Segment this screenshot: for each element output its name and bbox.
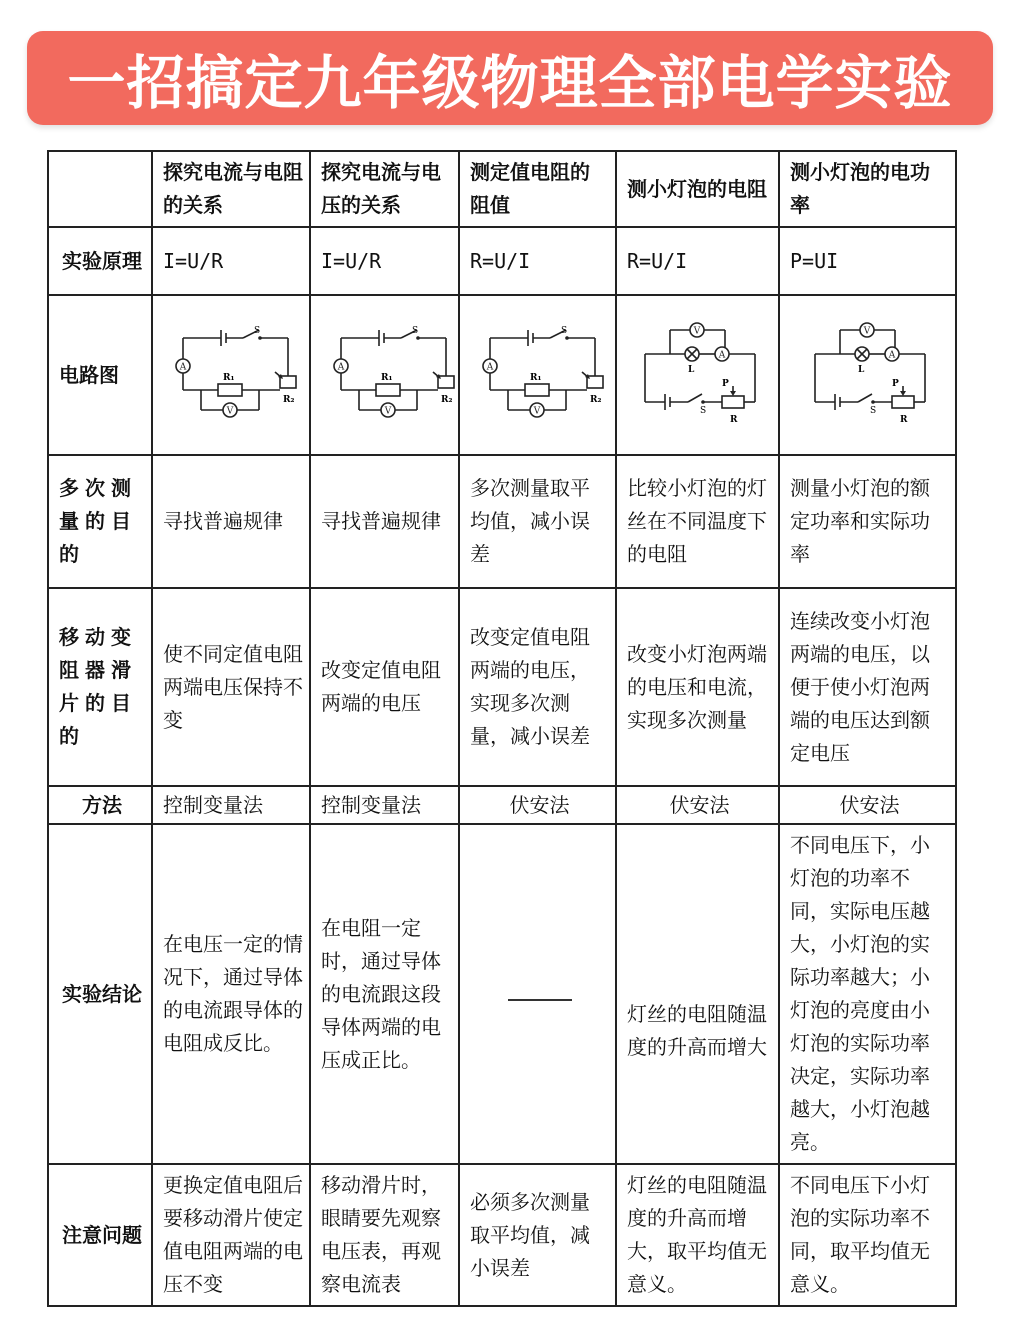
purpose-multi-row [48,455,956,588]
svg-text:A: A [718,350,725,361]
circuit-diagram-5 [779,295,956,455]
method-cell: 伏安法 [459,786,616,824]
svg-text:S: S [699,406,706,416]
svg-text:V: V [863,326,870,337]
svg-text:R₂: R₂ [283,395,295,405]
purpose-multi-cell: 比较小灯泡的灯丝在不同温度下的电阻 [616,455,779,588]
svg-text:L: L [857,365,864,375]
ammeter-icon [715,347,729,361]
ammeter-icon [885,347,899,361]
svg-text:R₂: R₂ [590,395,602,405]
purpose-multi-cell: 测量小灯泡的额定功率和实际功率 [779,455,956,588]
col-header-lamp-resistance: 测小灯泡的电阻 [616,151,779,227]
purpose-slider-cell: 改变定值电阻两端的电压 [310,588,459,786]
page-title: 一招搞定九年级物理全部电学实验 [67,49,953,117]
col-header-current-resistance: 探究电流与电阻的关系 [152,151,310,227]
svg-text:V: V [226,406,234,417]
row-label-purpose-multi: 多次测量的目的 [48,455,152,588]
principle-cell: R=U/I [459,227,616,295]
switch-label: S [254,326,261,336]
circuit-row [48,295,956,455]
conclusion-row [48,824,956,1164]
voltmeter-icon [690,323,704,337]
svg-text:R₁: R₁ [223,373,235,383]
principle-cell: I=U/R [310,227,459,295]
rheostat-icon [892,396,914,408]
resistor-icon [376,384,400,396]
principle-cell: P=UI [779,227,956,295]
row-label-method: 方法 [48,786,152,824]
svg-text:A: A [486,362,494,373]
row-label-notes: 注意问题 [48,1164,152,1306]
purpose-multi-cell: 寻找普遍规律 [152,455,310,588]
conclusion-cell: 在电压一定的情况下，通过导体的电流跟导体的电阻成反比。 [152,824,310,1164]
method-row [48,786,956,824]
col-header-current-voltage: 探究电流与电压的关系 [310,151,459,227]
svg-text:R: R [729,415,737,425]
row-label-principle: 实验原理 [48,227,152,295]
voltmeter-icon [530,403,544,417]
purpose-slider-cell: 改变定值电阻两端的电压，实现多次测量，减小误差 [459,588,616,786]
purpose-slider-cell: 改变小灯泡两端的电压和电流，实现多次测量 [616,588,779,786]
svg-text:L: L [687,365,694,375]
svg-text:V: V [693,326,700,337]
method-cell: 控制变量法 [310,786,459,824]
conclusion-cell: 灯丝的电阻随温度的升高而增大 [616,824,779,1164]
svg-text:A: A [337,362,345,373]
circuit-diagram-3 [459,295,616,455]
notes-row [48,1164,956,1306]
circuit-diagram-1 [152,295,310,455]
lamp-icon [685,347,699,361]
svg-text:P: P [891,379,899,389]
svg-text:A: A [888,350,895,361]
svg-text:A: A [179,362,187,373]
row-label-purpose-slider: 移动变阻器滑片的目的 [48,588,152,786]
purpose-slider-cell: 连续改变小灯泡两端的电压，以便于使小灯泡两端的电压达到额定电压 [779,588,956,786]
ammeter-icon [176,359,190,373]
notes-cell: 必须多次测量取平均值，减小误差 [459,1164,616,1306]
ammeter-icon [483,359,497,373]
method-cell: 伏安法 [779,786,956,824]
resistor-icon [218,384,242,396]
conclusion-empty-cell [459,824,616,1164]
voltmeter-icon [381,403,395,417]
svg-text:R: R [899,415,907,425]
method-cell: 伏安法 [616,786,779,824]
empty-dash [508,999,572,1001]
voltmeter-icon [860,323,874,337]
row-label-circuit: 电路图 [48,295,152,455]
svg-text:R₂: R₂ [441,395,453,405]
notes-cell: 灯丝的电阻随温度的升高而增大，取平均值无意义。 [616,1164,779,1306]
svg-text:V: V [533,406,541,417]
rheostat-icon [722,396,744,408]
method-cell: 控制变量法 [152,786,310,824]
switch-label: S [412,326,419,336]
conclusion-cell: 不同电压下，小灯泡的功率不同，实际电压越大，小灯泡的实际功率越大；小灯泡的亮度由小灯泡的实际功率决定，实际功率越大，小灯泡越亮。 [779,824,956,1164]
circuit-diagram-4 [616,295,779,455]
svg-text:P: P [721,379,729,389]
svg-text:R₁: R₁ [530,373,542,383]
purpose-slider-cell: 使不同定值电阻两端电压保持不变 [152,588,310,786]
svg-text:V: V [384,406,392,417]
corner-cell [48,151,152,227]
purpose-multi-cell: 多次测量取平均值，减小误差 [459,455,616,588]
circuit-diagram-2 [310,295,459,455]
col-header-fixed-resistor: 测定值电阻的阻值 [459,151,616,227]
principle-row [48,227,956,295]
notes-cell: 不同电压下小灯泡的实际功率不同，取平均值无意义。 [779,1164,956,1306]
experiment-table [47,150,957,1307]
principle-cell: I=U/R [152,227,310,295]
notes-cell: 移动滑片时，眼睛要先观察电压表，再观察电流表 [310,1164,459,1306]
conclusion-cell: 在电阻一定时，通过导体的电流跟这段导体两端的电压成正比。 [310,824,459,1164]
col-header-lamp-power: 测小灯泡的电功率 [779,151,956,227]
purpose-multi-cell: 寻找普遍规律 [310,455,459,588]
svg-text:R₁: R₁ [381,373,393,383]
resistor-icon [525,384,549,396]
svg-text:S: S [869,406,876,416]
header-row [48,151,956,227]
principle-cell: R=U/I [616,227,779,295]
voltmeter-icon [223,403,237,417]
notes-cell: 更换定值电阻后要移动滑片使定值电阻两端的电压不变 [152,1164,310,1306]
lamp-icon [855,347,869,361]
row-label-conclusion: 实验结论 [48,824,152,1164]
purpose-slider-row [48,588,956,786]
switch-label: S [561,326,568,336]
ammeter-icon [334,359,348,373]
title-banner [27,31,993,125]
